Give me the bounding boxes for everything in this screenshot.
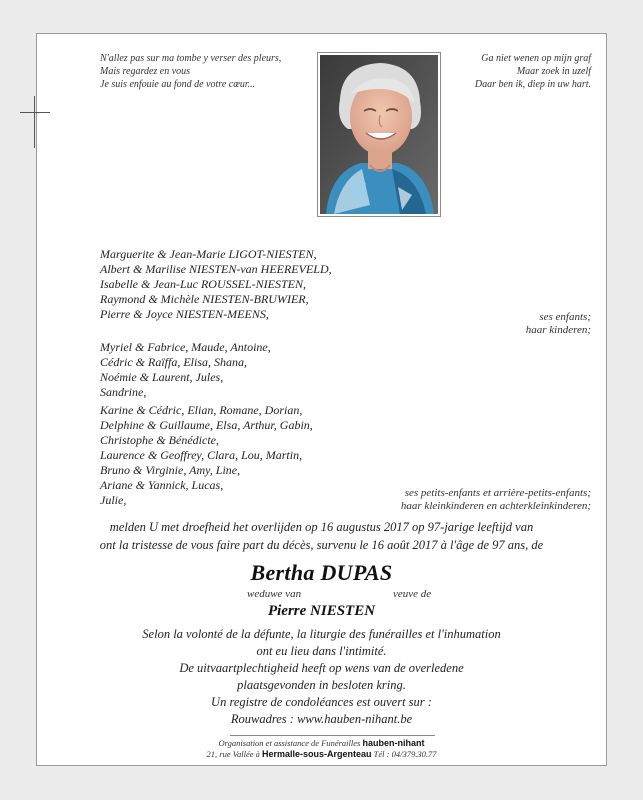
list-item: Noémie & Laurent, Jules, bbox=[100, 370, 224, 384]
poem-line: Maar zoek in uzelf bbox=[516, 66, 591, 77]
label-fr: ses petits-enfants et arrière-petits-enfants; bbox=[404, 487, 591, 499]
list-item: Sandrine, bbox=[100, 385, 147, 399]
ceremony-line: Selon la volonté de la défunte, la liturgie des funérailles et l'inhumation bbox=[142, 627, 501, 641]
widow-label-nl: weduwe van bbox=[247, 588, 302, 600]
list-item: Laurence & Geoffrey, Clara, Lou, Martin, bbox=[100, 448, 303, 462]
list-item: Ariane & Yannick, Lucas, bbox=[100, 478, 224, 492]
ceremony-line: Rouwadres : www.hauben-nihant.be bbox=[230, 712, 413, 726]
list-item: Cédric & Raïffa, Elisa, Shana, bbox=[100, 355, 247, 369]
ceremony-line: plaatsgevonden in besloten kring. bbox=[237, 678, 406, 692]
widow-label-fr: veuve de bbox=[393, 588, 432, 600]
great-grandchildren-list bbox=[100, 403, 313, 508]
list-item: Marguerite & Jean-Marie LIGOT-NIESTEN, bbox=[100, 247, 317, 261]
ceremony-line: De uitvaartplechtigheid heeft op wens van de overledene bbox=[179, 661, 464, 675]
list-item: Julie, bbox=[100, 493, 127, 507]
portrait-photo bbox=[317, 52, 441, 217]
grandchildren-list bbox=[100, 340, 271, 400]
poem-dutch bbox=[475, 52, 591, 91]
poem-french bbox=[100, 52, 281, 91]
footer-line-1 bbox=[0, 738, 643, 749]
announcement bbox=[0, 518, 643, 554]
poem-line: Je suis enfouie au fond de votre cœur... bbox=[100, 79, 256, 90]
list-item: Bruno & Virginie, Amy, Line, bbox=[100, 463, 241, 477]
list-item: Myriel & Fabrice, Maude, Antoine, bbox=[100, 340, 271, 354]
deceased-name: Bertha DUPAS bbox=[250, 560, 393, 585]
footer-phone: Tél : 04/379.30.77 bbox=[373, 749, 437, 759]
poem-line: N'allez pas sur ma tombe y verser des pleurs, bbox=[100, 53, 282, 64]
list-item: Christophe & Bénédicte, bbox=[100, 433, 219, 447]
list-item: Pierre & Joyce NIESTEN-MEENS, bbox=[100, 307, 269, 321]
announcement-fr: ont la tristesse de vous faire part du décès, survenu le 16 août 2017 à l'âge de 97 ans, de bbox=[99, 538, 544, 552]
grandchildren-label bbox=[401, 487, 591, 513]
divider bbox=[230, 735, 435, 736]
ceremony-line: Un registre de condoléances est ouvert sur : bbox=[211, 695, 432, 709]
spouse-name: Pierre NIESTEN bbox=[267, 603, 376, 619]
children-list bbox=[100, 247, 332, 322]
footer-address: 21, rue Vallée à bbox=[206, 749, 260, 759]
footer-town: Hermalle-sous-Argenteau bbox=[262, 749, 372, 759]
ceremony-line: ont eu lieu dans l'intimité. bbox=[256, 644, 387, 658]
footer bbox=[0, 738, 643, 760]
label-nl: haar kleinkinderen en achterkleinkinderen; bbox=[400, 500, 591, 512]
announcement-nl: melden U met droefheid het overlijden op 16 augustus 2017 op 97-jarige leeftijd van bbox=[109, 520, 534, 534]
footer-org: Organisation et assistance de Funérailles bbox=[218, 738, 361, 748]
company-name: hauben-nihant bbox=[362, 738, 425, 748]
poem-line: Ga niet wenen op mijn graf bbox=[481, 53, 591, 64]
label-nl: haar kinderen; bbox=[525, 324, 591, 336]
cross-icon bbox=[20, 96, 50, 148]
footer-line-2 bbox=[0, 749, 643, 760]
children-label bbox=[526, 311, 591, 337]
list-item: Albert & Marilise NIESTEN-van HEEREVELD, bbox=[100, 262, 332, 276]
poem-line: Daar ben ik, diep in uw hart. bbox=[474, 79, 591, 90]
list-item: Delphine & Guillaume, Elsa, Arthur, Gabin, bbox=[100, 418, 313, 432]
list-item: Isabelle & Jean-Luc ROUSSEL-NIESTEN, bbox=[100, 277, 306, 291]
ceremony-text bbox=[0, 626, 643, 728]
list-item: Karine & Cédric, Elian, Romane, Dorian, bbox=[100, 403, 303, 417]
list-item: Raymond & Michèle NIESTEN-BRUWIER, bbox=[100, 292, 309, 306]
poem-line: Mais regardez en vous bbox=[100, 66, 191, 77]
label-fr: ses enfants; bbox=[539, 311, 591, 323]
